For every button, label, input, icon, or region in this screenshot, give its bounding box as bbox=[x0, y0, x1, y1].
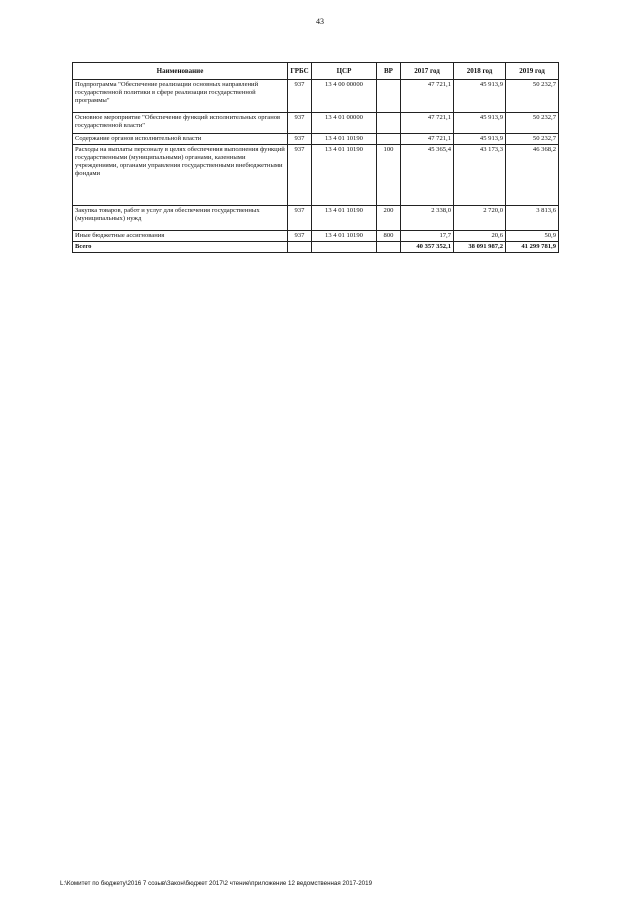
header-name: Наименование bbox=[73, 63, 288, 80]
row-2017: 47 721,1 bbox=[401, 80, 454, 113]
row-2017: 47 721,1 bbox=[401, 113, 454, 134]
header-2018: 2018 год bbox=[454, 63, 506, 80]
row-2018: 45 913,9 bbox=[454, 113, 506, 134]
row-vr bbox=[377, 113, 401, 134]
row-vr bbox=[377, 134, 401, 145]
header-2017: 2017 год bbox=[401, 63, 454, 80]
row-csr: 13 4 01 10190 bbox=[312, 230, 377, 241]
row-2018: 43 173,3 bbox=[454, 144, 506, 205]
row-2019: 3 813,6 bbox=[506, 205, 559, 230]
table-row bbox=[73, 230, 559, 241]
total-label: Всего bbox=[73, 241, 288, 252]
row-2018: 45 913,9 bbox=[454, 134, 506, 145]
header-vr: ВР bbox=[377, 63, 401, 80]
table-header-row bbox=[73, 63, 559, 80]
row-2019: 46 368,2 bbox=[506, 144, 559, 205]
total-2018: 38 091 987,2 bbox=[454, 241, 506, 252]
row-grbs: 937 bbox=[288, 80, 312, 113]
table-total-row bbox=[73, 241, 559, 252]
total-csr-empty bbox=[312, 241, 377, 252]
row-csr: 13 4 01 00000 bbox=[312, 113, 377, 134]
total-grbs-empty bbox=[288, 241, 312, 252]
footer-file-path: L:\Комитет по бюджету\2016 7 созыв\Закон\бюджет 2017\2 чтение\приложение 12 ведомственная 2017-2019 bbox=[60, 880, 373, 887]
row-2017: 45 365,4 bbox=[401, 144, 454, 205]
row-2018: 2 720,0 bbox=[454, 205, 506, 230]
row-name: Иные бюджетные ассигнования bbox=[73, 230, 288, 241]
row-vr: 100 bbox=[377, 144, 401, 205]
row-2019: 50 232,7 bbox=[506, 80, 559, 113]
row-name: Содержание органов исполнительной власти bbox=[73, 134, 288, 145]
row-grbs: 937 bbox=[288, 144, 312, 205]
budget-table bbox=[72, 62, 559, 253]
total-2017: 40 357 352,1 bbox=[401, 241, 454, 252]
row-name: Расходы на выплаты персоналу в целях обеспечения выполнения функций государственными (муниципальными) органами, казенными учреждениями, органами управления государственными внебюджетными фондами bbox=[73, 144, 288, 205]
row-name: Подпрограмма "Обеспечение реализации основных направлений государственной политики в сфере реализации государственной программы" bbox=[73, 80, 288, 113]
row-2017: 47 721,1 bbox=[401, 134, 454, 145]
page-number: 43 bbox=[316, 17, 324, 26]
row-grbs: 937 bbox=[288, 230, 312, 241]
row-grbs: 937 bbox=[288, 113, 312, 134]
row-grbs: 937 bbox=[288, 134, 312, 145]
row-2019: 50 232,7 bbox=[506, 113, 559, 134]
header-grbs: ГРБС bbox=[288, 63, 312, 80]
table-row bbox=[73, 113, 559, 134]
row-csr: 13 4 01 10190 bbox=[312, 134, 377, 145]
row-name: Основное мероприятие "Обеспечение функций исполнительных органов государственной власти" bbox=[73, 113, 288, 134]
row-csr: 13 4 00 00000 bbox=[312, 80, 377, 113]
row-2018: 45 913,9 bbox=[454, 80, 506, 113]
table-row bbox=[73, 134, 559, 145]
total-vr-empty bbox=[377, 241, 401, 252]
row-csr: 13 4 01 10190 bbox=[312, 144, 377, 205]
row-name: Закупка товаров, работ и услуг для обеспечения государственных (муниципальных) нужд bbox=[73, 205, 288, 230]
row-2018: 20,6 bbox=[454, 230, 506, 241]
row-2017: 17,7 bbox=[401, 230, 454, 241]
total-2019: 41 299 781,9 bbox=[506, 241, 559, 252]
header-2019: 2019 год bbox=[506, 63, 559, 80]
row-grbs: 937 bbox=[288, 205, 312, 230]
row-2019: 50,9 bbox=[506, 230, 559, 241]
table-row bbox=[73, 205, 559, 230]
row-vr: 200 bbox=[377, 205, 401, 230]
row-2017: 2 338,0 bbox=[401, 205, 454, 230]
table-row bbox=[73, 144, 559, 205]
row-vr: 800 bbox=[377, 230, 401, 241]
row-csr: 13 4 01 10190 bbox=[312, 205, 377, 230]
header-csr: ЦСР bbox=[312, 63, 377, 80]
row-vr bbox=[377, 80, 401, 113]
row-2019: 50 232,7 bbox=[506, 134, 559, 145]
table-row bbox=[73, 80, 559, 113]
